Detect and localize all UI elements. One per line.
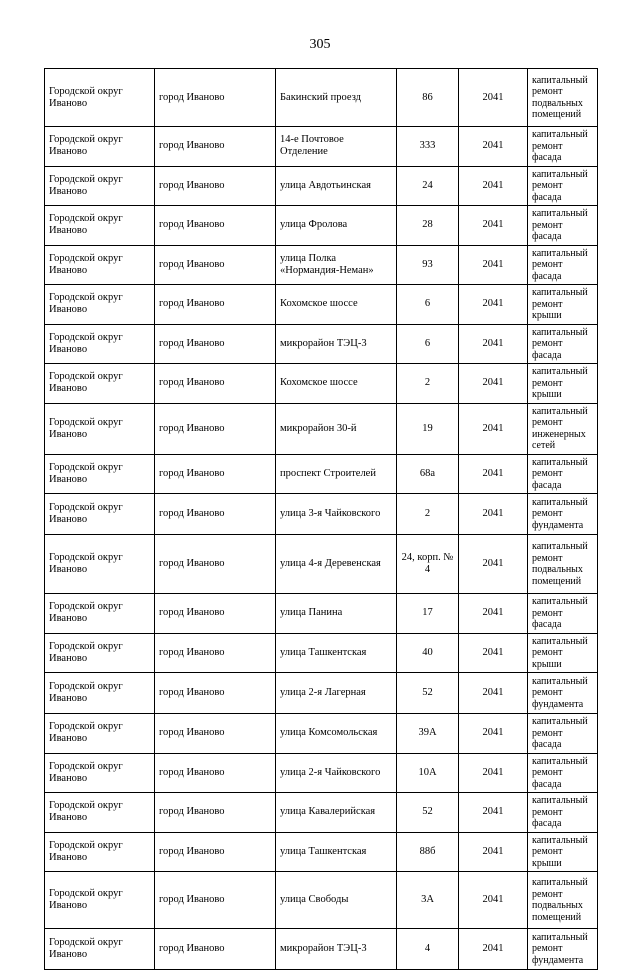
house-number-cell: 17 — [397, 594, 459, 634]
city-cell: город Иваново — [155, 245, 276, 285]
district-cell: Городской округ Иваново — [45, 714, 155, 754]
house-number-cell: 6 — [397, 285, 459, 325]
work-type-cell: капитальный ремонт крыши — [528, 633, 598, 673]
street-cell: улица 2-я Чайковского — [276, 753, 397, 793]
city-cell: город Иваново — [155, 69, 276, 127]
district-cell: Городской округ Иваново — [45, 166, 155, 206]
table-row — [45, 753, 598, 793]
work-type-cell: капитальный ремонт фасада — [528, 245, 598, 285]
street-cell: улица 3-я Чайковского — [276, 494, 397, 535]
city-cell: город Иваново — [155, 633, 276, 673]
table-row — [45, 324, 598, 364]
district-cell: Городской округ Иваново — [45, 535, 155, 594]
work-type-cell: капитальный ремонт крыши — [528, 832, 598, 872]
table-row — [45, 364, 598, 404]
city-cell: город Иваново — [155, 494, 276, 535]
work-type-cell: капитальный ремонт фасада — [528, 454, 598, 494]
table-row — [45, 245, 598, 285]
work-type-cell: капитальный ремонт крыши — [528, 285, 598, 325]
street-cell: улица Комсомольская — [276, 714, 397, 754]
year-cell: 2041 — [459, 633, 528, 673]
year-cell: 2041 — [459, 673, 528, 714]
street-cell: улица 2-я Лагерная — [276, 673, 397, 714]
table-row — [45, 285, 598, 325]
house-number-cell: 2 — [397, 364, 459, 404]
table-row — [45, 673, 598, 714]
city-cell: город Иваново — [155, 454, 276, 494]
work-type-cell: капитальный ремонт фасада — [528, 714, 598, 754]
street-cell: улица Авдотьинская — [276, 166, 397, 206]
house-number-cell: 3А — [397, 872, 459, 929]
house-number-cell: 52 — [397, 793, 459, 833]
district-cell: Городской округ Иваново — [45, 245, 155, 285]
district-cell: Городской округ Иваново — [45, 324, 155, 364]
house-number-cell: 86 — [397, 69, 459, 127]
house-number-cell: 40 — [397, 633, 459, 673]
house-number-cell: 68а — [397, 454, 459, 494]
year-cell: 2041 — [459, 494, 528, 535]
district-cell: Городской округ Иваново — [45, 285, 155, 325]
house-number-cell: 19 — [397, 403, 459, 454]
year-cell: 2041 — [459, 324, 528, 364]
house-number-cell: 24 — [397, 166, 459, 206]
year-cell: 2041 — [459, 929, 528, 970]
city-cell: город Иваново — [155, 753, 276, 793]
city-cell: город Иваново — [155, 324, 276, 364]
year-cell: 2041 — [459, 753, 528, 793]
district-cell: Городской округ Иваново — [45, 872, 155, 929]
city-cell: город Иваново — [155, 832, 276, 872]
table-row — [45, 714, 598, 754]
street-cell: улица Полка «Нормандия-Неман» — [276, 245, 397, 285]
year-cell: 2041 — [459, 793, 528, 833]
work-type-cell: капитальный ремонт фасада — [528, 166, 598, 206]
table-row — [45, 594, 598, 634]
street-cell: улица Фролова — [276, 206, 397, 246]
house-number-cell: 52 — [397, 673, 459, 714]
year-cell: 2041 — [459, 245, 528, 285]
house-number-cell: 4 — [397, 929, 459, 970]
table-row — [45, 929, 598, 970]
house-number-cell: 2 — [397, 494, 459, 535]
work-type-cell: капитальный ремонт фасада — [528, 793, 598, 833]
city-cell: город Иваново — [155, 872, 276, 929]
city-cell: город Иваново — [155, 166, 276, 206]
work-type-cell: капитальный ремонт фасада — [528, 206, 598, 246]
work-type-cell: капитальный ремонт фундамента — [528, 494, 598, 535]
table-row — [45, 206, 598, 246]
district-cell: Городской округ Иваново — [45, 793, 155, 833]
city-cell: город Иваново — [155, 673, 276, 714]
district-cell: Городской округ Иваново — [45, 673, 155, 714]
street-cell: улица Свободы — [276, 872, 397, 929]
table-row — [45, 832, 598, 872]
year-cell: 2041 — [459, 714, 528, 754]
year-cell: 2041 — [459, 832, 528, 872]
city-cell: город Иваново — [155, 403, 276, 454]
city-cell: город Иваново — [155, 929, 276, 970]
year-cell: 2041 — [459, 69, 528, 127]
district-cell: Городской округ Иваново — [45, 69, 155, 127]
table-row — [45, 494, 598, 535]
street-cell: 14-е Почтовое Отделение — [276, 127, 397, 167]
year-cell: 2041 — [459, 454, 528, 494]
work-type-cell: капитальный ремонт фасада — [528, 753, 598, 793]
table-row — [45, 872, 598, 929]
street-cell: Бакинский проезд — [276, 69, 397, 127]
year-cell: 2041 — [459, 594, 528, 634]
street-cell: улица Ташкентская — [276, 633, 397, 673]
city-cell: город Иваново — [155, 594, 276, 634]
year-cell: 2041 — [459, 166, 528, 206]
year-cell: 2041 — [459, 206, 528, 246]
city-cell: город Иваново — [155, 535, 276, 594]
district-cell: Городской округ Иваново — [45, 454, 155, 494]
year-cell: 2041 — [459, 127, 528, 167]
street-cell: проспект Строителей — [276, 454, 397, 494]
work-type-cell: капитальный ремонт фундамента — [528, 673, 598, 714]
house-number-cell: 10А — [397, 753, 459, 793]
district-cell: Городской округ Иваново — [45, 206, 155, 246]
table-row — [45, 403, 598, 454]
repair-schedule-table — [44, 68, 598, 970]
table-row — [45, 633, 598, 673]
table-row — [45, 69, 598, 127]
city-cell: город Иваново — [155, 206, 276, 246]
city-cell: город Иваново — [155, 714, 276, 754]
house-number-cell: 93 — [397, 245, 459, 285]
city-cell: город Иваново — [155, 127, 276, 167]
work-type-cell: капитальный ремонт подвальных помещений — [528, 69, 598, 127]
district-cell: Городской округ Иваново — [45, 929, 155, 970]
work-type-cell: капитальный ремонт подвальных помещений — [528, 872, 598, 929]
house-number-cell: 28 — [397, 206, 459, 246]
district-cell: Городской округ Иваново — [45, 127, 155, 167]
city-cell: город Иваново — [155, 793, 276, 833]
year-cell: 2041 — [459, 285, 528, 325]
city-cell: город Иваново — [155, 364, 276, 404]
district-cell: Городской округ Иваново — [45, 403, 155, 454]
district-cell: Городской округ Иваново — [45, 594, 155, 634]
table-row — [45, 454, 598, 494]
district-cell: Городской округ Иваново — [45, 633, 155, 673]
street-cell: Кохомское шоссе — [276, 285, 397, 325]
house-number-cell: 24, корп. № 4 — [397, 535, 459, 594]
district-cell: Городской округ Иваново — [45, 494, 155, 535]
street-cell: микрорайон ТЭЦ-3 — [276, 324, 397, 364]
year-cell: 2041 — [459, 872, 528, 929]
street-cell: микрорайон ТЭЦ-3 — [276, 929, 397, 970]
work-type-cell: капитальный ремонт крыши — [528, 364, 598, 404]
page-number: 305 — [309, 37, 331, 52]
house-number-cell: 39А — [397, 714, 459, 754]
street-cell: улица Панина — [276, 594, 397, 634]
house-number-cell: 88б — [397, 832, 459, 872]
year-cell: 2041 — [459, 535, 528, 594]
street-cell: улица 4-я Деревенская — [276, 535, 397, 594]
street-cell: Кохомское шоссе — [276, 364, 397, 404]
city-cell: город Иваново — [155, 285, 276, 325]
district-cell: Городской округ Иваново — [45, 753, 155, 793]
house-number-cell: 6 — [397, 324, 459, 364]
street-cell: улица Кавалерийская — [276, 793, 397, 833]
district-cell: Городской округ Иваново — [45, 832, 155, 872]
work-type-cell: капитальный ремонт инженерных сетей — [528, 403, 598, 454]
table-body — [45, 69, 598, 970]
work-type-cell: капитальный ремонт фасада — [528, 324, 598, 364]
table-row — [45, 793, 598, 833]
house-number-cell: 333 — [397, 127, 459, 167]
street-cell: улица Ташкентская — [276, 832, 397, 872]
table-row — [45, 535, 598, 594]
year-cell: 2041 — [459, 403, 528, 454]
street-cell: микрорайон 30-й — [276, 403, 397, 454]
work-type-cell: капитальный ремонт фасада — [528, 594, 598, 634]
table-row — [45, 127, 598, 167]
year-cell: 2041 — [459, 364, 528, 404]
work-type-cell: капитальный ремонт фундамента — [528, 929, 598, 970]
work-type-cell: капитальный ремонт фасада — [528, 127, 598, 167]
table-row — [45, 166, 598, 206]
district-cell: Городской округ Иваново — [45, 364, 155, 404]
work-type-cell: капитальный ремонт подвальных помещений — [528, 535, 598, 594]
